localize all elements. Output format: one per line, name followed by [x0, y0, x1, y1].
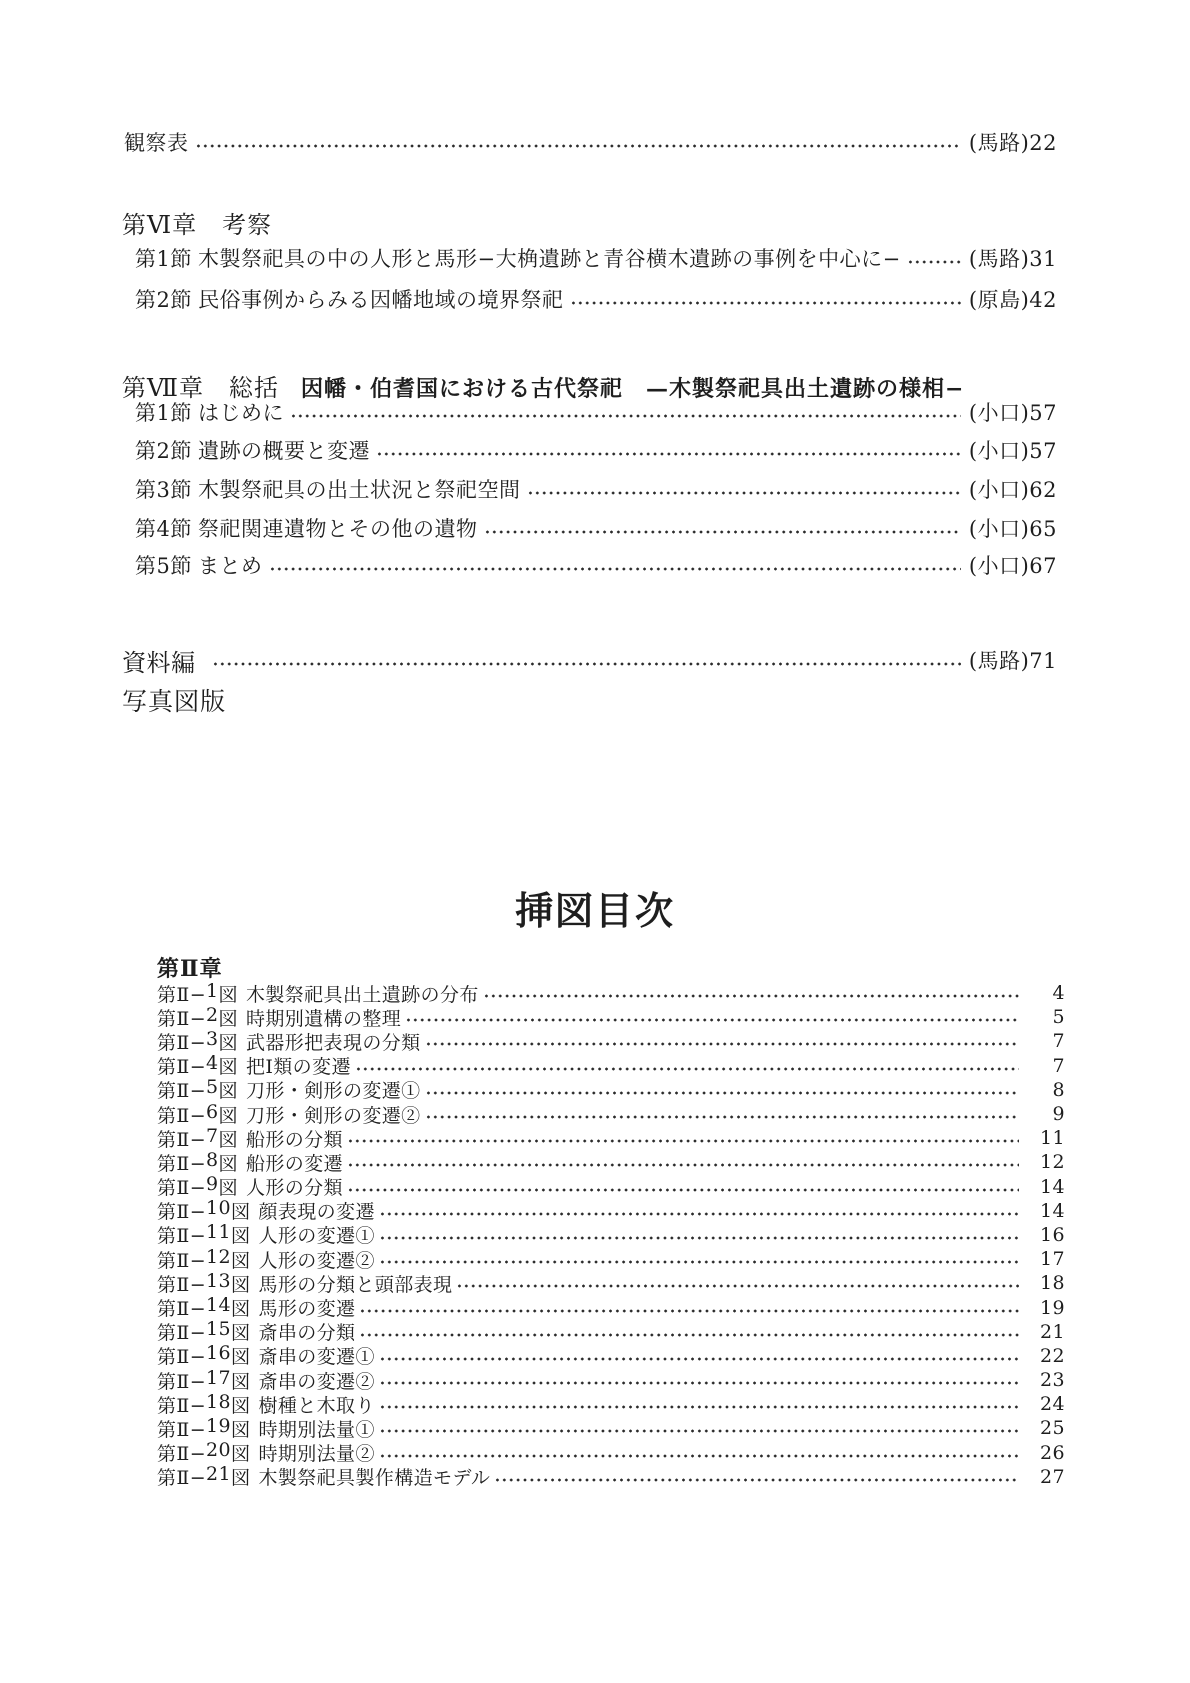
figure-title: 馬形の分類と頭部表現 [258, 1273, 453, 1296]
figure-entry [157, 1247, 1065, 1271]
figure-number: 第Ⅱ− 12 図 [157, 1245, 251, 1272]
figure-title: 時期別遺構の整理 [245, 1007, 402, 1030]
figure-page-number: 12 [1040, 1151, 1065, 1174]
figure-page-number: 11 [1040, 1127, 1065, 1150]
figure-entry [157, 1175, 1065, 1199]
dot-leader [907, 259, 961, 265]
figure-entry [157, 981, 1065, 1005]
figure-title: 斎串の分類 [258, 1322, 356, 1345]
figure-entry [157, 1271, 1065, 1295]
toc-author-page: (馬路)71 [968, 649, 1057, 673]
figure-page-number: 5 [1052, 1006, 1065, 1029]
figure-number: 第Ⅱ− 10 図 [157, 1197, 251, 1224]
section-title: はじめに [198, 401, 284, 425]
figure-number: 第Ⅱ− 19 図 [157, 1414, 251, 1441]
figure-number: 第Ⅱ− 21 図 [157, 1463, 251, 1490]
figure-number: 第Ⅱ− 8 図 [157, 1148, 238, 1175]
section-number: 第1節 [135, 247, 192, 271]
figure-page-number: 27 [1040, 1465, 1065, 1488]
figure-number: 第Ⅱ− 11 図 [157, 1221, 251, 1248]
figure-entry [157, 1005, 1065, 1029]
figure-entry [157, 1199, 1065, 1223]
dot-leader [347, 1162, 1019, 1168]
toc-entry-section [135, 243, 1057, 273]
figure-title: 木製祭祀具製作構造モデル [258, 1467, 491, 1490]
figure-title: 人形の変遷① [258, 1225, 375, 1248]
figure-title: 船形の変遷 [245, 1152, 343, 1175]
toc-author-page: (原島)42 [968, 288, 1057, 312]
dot-leader [379, 1380, 1019, 1386]
figure-entry [157, 1029, 1065, 1053]
toc-entry-section [135, 513, 1057, 543]
section-number: 第2節 [135, 439, 192, 463]
dot-leader [494, 1477, 1019, 1483]
section-title: 民俗事例からみる因幡地域の境界祭祀 [198, 288, 564, 312]
dot-leader [456, 1283, 1019, 1289]
figure-entry [157, 1150, 1065, 1174]
chapter-heading-main: 第Ⅵ章 考察 [122, 211, 273, 239]
dot-leader [379, 1356, 1019, 1362]
dot-leader [379, 1404, 1019, 1410]
toc-entry-section [135, 550, 1057, 580]
dot-leader [379, 1211, 1019, 1217]
dot-leader [355, 1066, 1019, 1072]
dot-leader [425, 1090, 1019, 1096]
dot-leader [347, 1138, 1019, 1144]
toc-entry-label: 観察表 [124, 131, 189, 155]
figure-page-number: 7 [1052, 1054, 1065, 1077]
figure-page-number: 16 [1040, 1223, 1065, 1246]
figure-page-number: 22 [1040, 1344, 1065, 1367]
figure-page-number: 7 [1052, 1030, 1065, 1053]
figure-number: 第Ⅱ− 5 図 [157, 1076, 238, 1103]
figure-number: 第Ⅱ− 2 図 [157, 1003, 238, 1030]
figure-entry [157, 1102, 1065, 1126]
chapter-heading-subtitle: 因幡・伯耆国における古代祭祀 —木製祭祀具出土遺跡の様相− [300, 376, 965, 402]
toc-author-page: (小口)62 [968, 478, 1057, 502]
toc-entry-section [135, 397, 1057, 427]
figure-entry [157, 1126, 1065, 1150]
toc-entry-label: 資料編 [122, 648, 196, 677]
figure-page-number: 9 [1052, 1103, 1065, 1126]
figure-title: 船形の分類 [245, 1128, 343, 1151]
figure-entry [157, 1368, 1065, 1392]
figure-page-number: 14 [1040, 1175, 1065, 1198]
figure-entry [157, 1441, 1065, 1465]
section-title: 祭祀関連遺物とその他の遺物 [198, 517, 478, 541]
section-number: 第2節 [135, 288, 192, 312]
figure-entry [157, 1416, 1065, 1440]
figure-entry [157, 1078, 1065, 1102]
figure-page-number: 21 [1040, 1320, 1065, 1343]
figure-title: 顔表現の変遷 [258, 1201, 375, 1224]
figure-page-number: 18 [1040, 1272, 1065, 1295]
figure-page-number: 4 [1052, 982, 1065, 1005]
figure-index-list [157, 981, 1065, 1489]
figure-index-title: 挿図目次 [514, 888, 675, 933]
figure-number: 第Ⅱ− 17 図 [157, 1366, 251, 1393]
figure-title: 斎串の変遷② [258, 1370, 375, 1393]
figure-page-number: 17 [1040, 1248, 1065, 1271]
figure-title: 人形の分類 [245, 1177, 343, 1200]
toc-author-page: (小口)57 [968, 439, 1057, 463]
figure-page-number: 25 [1040, 1417, 1065, 1440]
toc-entry-section [135, 474, 1057, 504]
figure-number: 第Ⅱ− 1 図 [157, 979, 238, 1006]
figure-number: 第Ⅱ− 18 図 [157, 1390, 251, 1417]
toc-entry-section [135, 435, 1057, 465]
figure-title: 馬形の変遷 [258, 1298, 356, 1321]
dot-leader [290, 413, 961, 419]
figure-page-number: 8 [1052, 1078, 1065, 1101]
figure-page-number: 24 [1040, 1393, 1065, 1416]
figure-number: 第Ⅱ− 16 図 [157, 1342, 251, 1369]
dot-leader [212, 661, 961, 667]
figure-number: 第Ⅱ− 7 図 [157, 1124, 238, 1151]
toc-author-page: (小口)57 [968, 401, 1057, 425]
section-number: 第1節 [135, 401, 192, 425]
toc-entry-observation-table [124, 127, 1057, 157]
figure-title: 武器形把表現の分類 [245, 1031, 421, 1054]
dot-leader [347, 1187, 1019, 1193]
dot-leader [425, 1114, 1019, 1120]
figure-title: 把Ⅰ類の変遷 [245, 1056, 351, 1079]
figure-title: 刀形・剣形の変遷② [245, 1104, 421, 1127]
figure-number: 第Ⅱ− 14 図 [157, 1294, 251, 1321]
chapter-7-heading [122, 368, 964, 400]
figure-page-number: 14 [1040, 1199, 1065, 1222]
dot-leader [405, 1017, 1019, 1023]
figure-entry [157, 1320, 1065, 1344]
figure-title: 人形の変遷② [258, 1249, 375, 1272]
dot-leader [376, 451, 961, 457]
figure-title: 時期別法量② [258, 1443, 375, 1466]
toc-author-page: (馬路)22 [968, 131, 1057, 155]
toc-entry-materials [122, 645, 1057, 675]
dot-leader [379, 1259, 1019, 1265]
section-title: 木製祭祀具の中の人形と馬形−大桷遺跡と青谷横木遺跡の事例を中心に− [198, 247, 901, 271]
section-number: 第3節 [135, 478, 192, 502]
photo-plates-label: 写真図版 [122, 687, 227, 716]
dot-leader [195, 143, 961, 149]
toc-author-page: (馬路)31 [968, 247, 1057, 271]
figure-entry [157, 1054, 1065, 1078]
section-number: 第4節 [135, 517, 192, 541]
dot-leader [483, 993, 1019, 999]
figure-entry [157, 1344, 1065, 1368]
figure-number: 第Ⅱ− 20 図 [157, 1439, 251, 1466]
dot-leader [379, 1235, 1019, 1241]
figure-page-number: 19 [1040, 1296, 1065, 1319]
figure-title: 木製祭祀具出土遺跡の分布 [245, 983, 479, 1006]
section-title: 木製祭祀具の出土状況と祭祀空間 [198, 478, 521, 502]
figure-number: 第Ⅱ− 13 図 [157, 1269, 251, 1296]
dot-leader [379, 1428, 1019, 1434]
dot-leader [359, 1308, 1019, 1314]
figure-number: 第Ⅱ− 9 図 [157, 1173, 238, 1200]
dot-leader [570, 300, 961, 306]
dot-leader [425, 1041, 1019, 1047]
dot-leader [379, 1453, 1019, 1459]
figure-entry [157, 1392, 1065, 1416]
figure-entry [157, 1295, 1065, 1319]
figure-index-chapter-label: 第Ⅱ章 [157, 956, 223, 982]
toc-author-page: (小口)65 [968, 517, 1057, 541]
figure-page-number: 26 [1040, 1441, 1065, 1464]
toc-author-page: (小口)67 [968, 554, 1057, 578]
figure-number: 第Ⅱ− 15 図 [157, 1318, 251, 1345]
figure-number: 第Ⅱ− 4 図 [157, 1052, 238, 1079]
figure-title: 樹種と木取り [258, 1394, 375, 1417]
figure-entry [157, 1465, 1065, 1489]
figure-page-number: 23 [1040, 1369, 1065, 1392]
figure-title: 刀形・剣形の変遷① [245, 1080, 421, 1103]
figure-title: 時期別法量① [258, 1418, 375, 1441]
figure-entry [157, 1223, 1065, 1247]
figure-number: 第Ⅱ− 3 図 [157, 1027, 238, 1054]
chapter-6-heading [122, 205, 294, 237]
dot-leader [484, 529, 961, 535]
toc-entry-section [135, 284, 1057, 314]
section-number: 第5節 [135, 554, 192, 578]
chapter-heading-main: 第Ⅶ章 総括 [122, 374, 279, 402]
dot-leader [359, 1332, 1019, 1338]
section-title: まとめ [198, 554, 263, 578]
section-title: 遺跡の概要と変遷 [198, 439, 370, 463]
dot-leader [527, 490, 961, 496]
figure-title: 斎串の変遷① [258, 1346, 375, 1369]
figure-number: 第Ⅱ− 6 図 [157, 1100, 238, 1127]
dot-leader [269, 566, 961, 572]
